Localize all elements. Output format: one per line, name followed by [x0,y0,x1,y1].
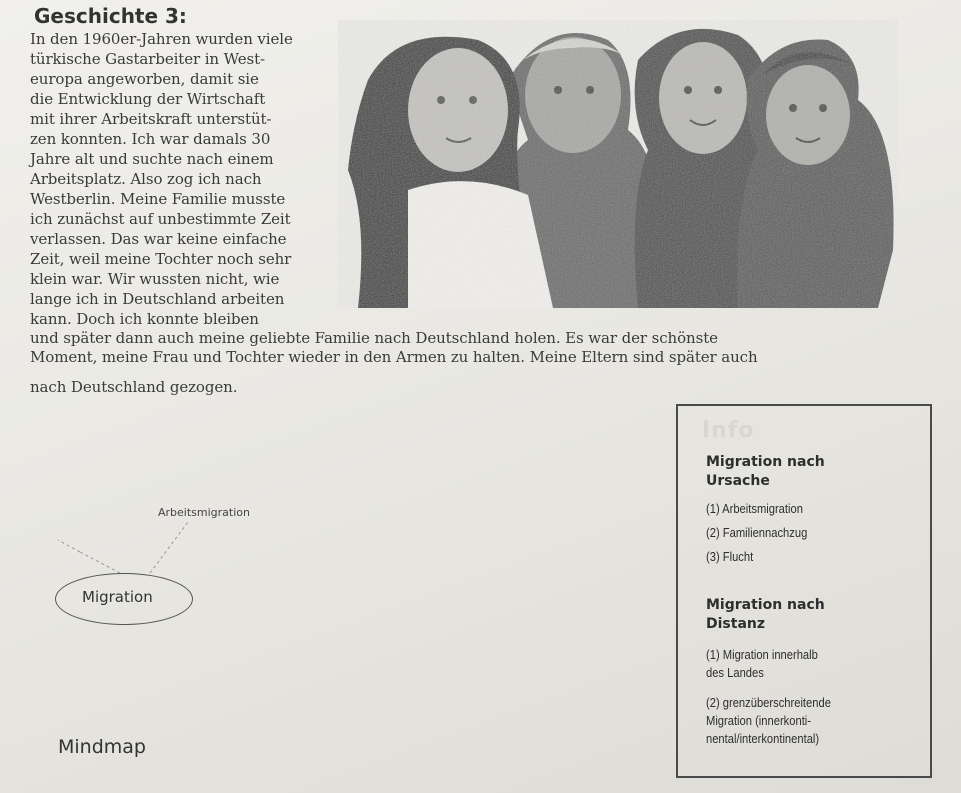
info-list-item: (3) Flucht [706,549,754,564]
info-list-line: (2) grenzüberschreitende [706,695,831,710]
story-line: ich zunächst auf unbestimmte Zeit [30,210,291,228]
info-heading-line: Ursache [706,473,770,489]
story-line: und später dann auch meine geliebte Familie nach Deutschland holen. Es war der schönste [30,329,718,347]
info-list-item [706,694,831,748]
info-heading-line: Migration nach [706,454,825,470]
mindmap-branch-label: Arbeitsmigration [158,506,250,519]
info-list-line: des Landes [706,665,764,680]
story-line: mit ihrer Arbeitskraft unterstüt- [30,110,272,128]
info-heading-cause [706,453,825,491]
story-line: zen konnten. Ich war damals 30 [30,130,271,148]
mindmap-title: Mindmap [58,736,146,758]
story-line: Zeit, weil meine Tochter noch sehr [30,250,292,268]
info-heading-distance [706,596,825,634]
info-list-item: (1) Arbeitsmigration [706,501,803,516]
story-line: Jahre alt und suchte nach einem [30,150,274,168]
story-line: Moment, meine Frau und Tochter wieder in den Armen zu halten. Meine Eltern sind später auch [30,348,758,366]
info-list-line: (1) Migration innerhalb [706,647,818,662]
story-line: In den 1960er-Jahren wurden viele [30,30,293,48]
story-line: Arbeitsplatz. Also zog ich nach [30,170,262,188]
mindmap-center-label: Migration [82,588,153,606]
story-line: klein war. Wir wussten nicht, wie [30,270,280,288]
info-list-line: Migration (innerkonti- [706,713,812,728]
info-list-item [706,646,818,682]
story-line: nach Deutschland gezogen. [30,378,238,396]
info-heading-line: Migration nach [706,597,825,613]
story-line: türkische Gastarbeiter in West- [30,50,266,68]
story-heading: Geschichte 3: [34,4,187,28]
story-line: lange ich in Deutschland arbeiten [30,290,285,308]
story-line: Westberlin. Meine Familie musste [30,190,286,208]
info-list-line: nental/interkontinental) [706,731,820,746]
story-line: die Entwicklung der Wirtschaft [30,90,266,108]
info-list-item: (2) Familiennachzug [706,525,808,540]
story-line: verlassen. Das war keine einfache [30,230,287,248]
info-heading-line: Distanz [706,616,766,632]
info-tag: Info [702,418,755,443]
story-line: kann. Doch ich konnte bleiben [30,310,259,328]
story-line: europa angeworben, damit sie [30,70,259,88]
